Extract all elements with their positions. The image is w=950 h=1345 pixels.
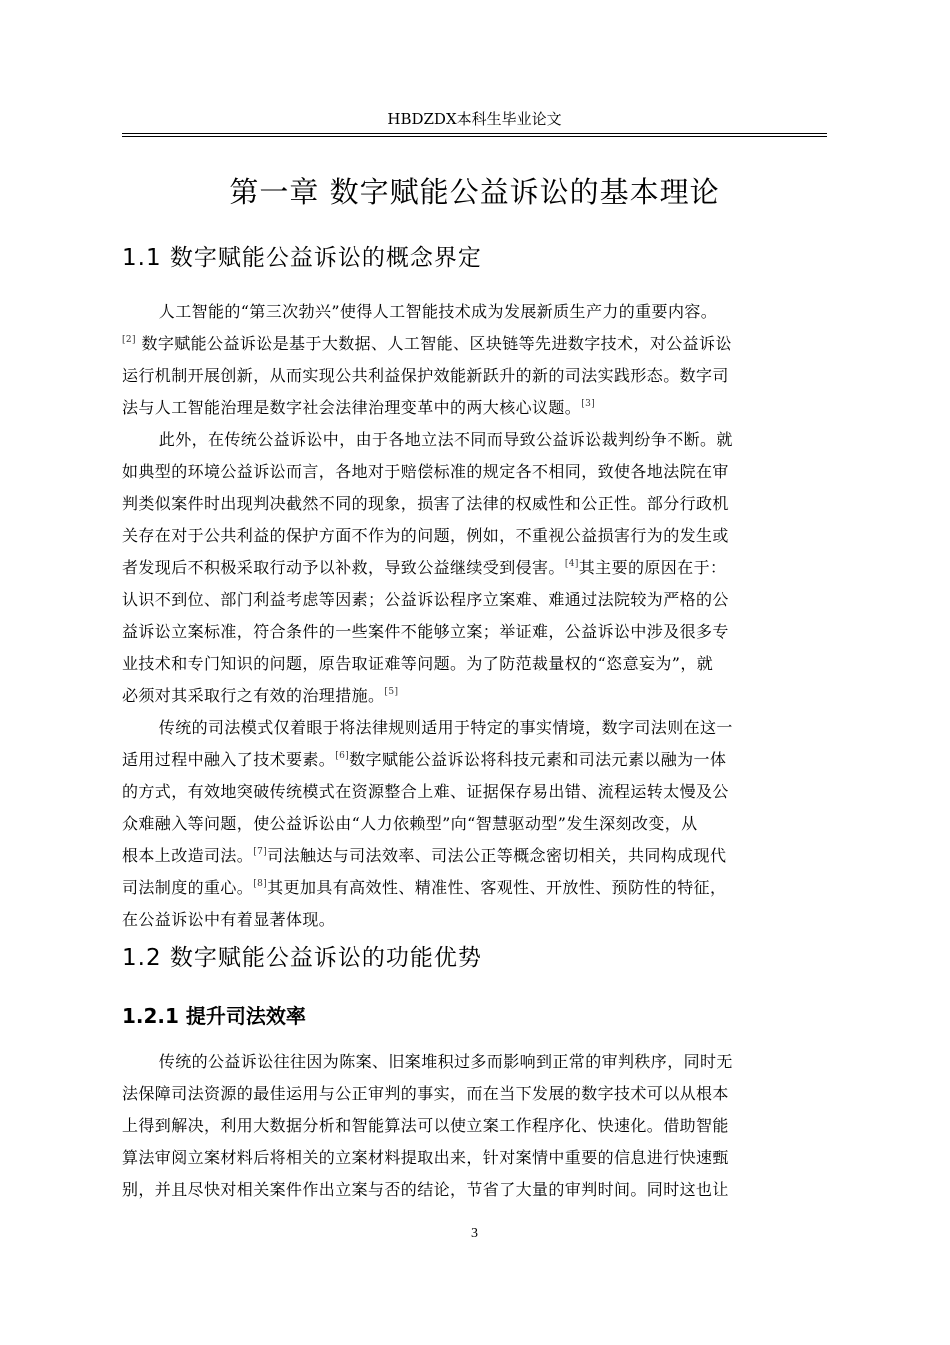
header-rule-thin (122, 136, 827, 137)
text-line (122, 840, 827, 872)
text-span: 判类似案件时出现判决截然不同的现象，损害了法律的权威性和公正性。部分行政机 (122, 494, 729, 513)
paragraph-2 (122, 424, 827, 712)
text-span: 传统的司法模式仅着眼于将法律规则适用于特定的事实情境，数字司法则在这一 (158, 718, 733, 737)
paragraph-1 (122, 296, 827, 424)
text-line (122, 296, 827, 328)
text-line (122, 1110, 827, 1142)
citation-ref[interactable]: [2] (122, 335, 136, 345)
text-line (122, 680, 827, 712)
text-span: 适用过程中融入了技术要素。 (122, 750, 336, 769)
text-span: 司法制度的重心。 (122, 878, 254, 897)
text-span: 关存在对于公共利益的保护方面不作为的问题，例如，不重视公益损害行为的发生或 (122, 526, 729, 545)
subsection-heading-1-2-1: 1.2.1 提升司法效率 (122, 1004, 306, 1028)
citation-ref[interactable]: [7] (253, 847, 268, 857)
citation-ref[interactable]: [8] (253, 879, 268, 889)
text-span: 法与人工智能治理是数字社会法律治理变革中的两大核心议题。 (122, 398, 582, 417)
header-rule (122, 133, 827, 134)
text-span: 的方式，有效地突破传统模式在资源整合上难、证据保存易出错、流程运转太慢及公 (122, 782, 729, 801)
text-span: 众难融入等问题，使公益诉讼由“人力依赖型”向“智慧驱动型”发生深刻改变，从 (122, 814, 698, 833)
text-span: 如典型的环境公益诉讼而言，各地对于赔偿标准的规定各不相同，致使各地法院在审 (122, 462, 729, 481)
text-span: 其更加具有高效性、精准性、客观性、开放性、预防性的特征， (267, 878, 727, 897)
text-line (122, 648, 827, 680)
text-span: 传统的公益诉讼往往因为陈案、旧案堆积过多而影响到正常的审判秩序，同时无 (158, 1052, 733, 1071)
page-number: 3 (471, 1226, 478, 1241)
text-line (122, 744, 827, 776)
text-span: 益诉讼立案标准，符合条件的一些案件不能够立案；举证难，公益诉讼中涉及很多专 (122, 622, 729, 641)
text-span: 数字赋能公益诉讼是基于大数据、人工智能、区块链等先进数字技术，对公益诉讼 (141, 334, 732, 353)
text-span: 必须对其采取行之有效的治理措施。 (122, 686, 385, 705)
text-span: 在公益诉讼中有着显著体现。 (122, 910, 336, 929)
text-span: 数字赋能公益诉讼将科技元素和司法元素以融为一体 (349, 750, 727, 769)
text-span: 别，并且尽快对相关案件作出立案与否的结论，节省了大量的审判时间。同时这也让 (122, 1180, 729, 1199)
text-line (122, 392, 827, 424)
paragraph-4 (122, 1046, 827, 1206)
text-span: 业技术和专门知识的问题，原告取证难等问题。为了防范裁量权的“恣意妄为”，就 (122, 654, 714, 673)
text-line (122, 776, 827, 808)
text-span: 其主要的原因在于： (578, 558, 727, 577)
text-line (122, 328, 827, 360)
text-span: 者发现后不积极采取行动予以补救，导致公益继续受到侵害。 (122, 558, 565, 577)
running-header: HBDZDX本科生毕业论文 (387, 110, 562, 128)
text-line (122, 872, 827, 904)
text-line (122, 552, 827, 584)
section-heading-1-1: 1.1 数字赋能公益诉讼的概念界定 (122, 245, 482, 271)
citation-ref[interactable]: [5] (384, 687, 399, 697)
text-line (122, 456, 827, 488)
text-span: 认识不到位、部门利益考虑等因素；公益诉讼程序立案难、难通过法院较为严格的公 (122, 590, 729, 609)
paragraph-3 (122, 712, 827, 936)
text-line (122, 808, 827, 840)
text-span: 上得到解决，利用大数据分析和智能算法可以使立案工作程序化、快速化。借助智能 (122, 1116, 729, 1135)
text-line (122, 1046, 827, 1078)
text-span: 算法审阅立案材料后将相关的立案材料提取出来，针对案情中重要的信息进行快速甄 (122, 1148, 729, 1167)
chapter-title: 第一章 数字赋能公益诉讼的基本理论 (229, 175, 720, 209)
text-span: 运行机制开展创新，从而实现公共利益保护效能新跃升的新的司法实践形态。数字司 (122, 366, 729, 385)
text-line (122, 1142, 827, 1174)
text-line (122, 904, 827, 936)
text-line (122, 1078, 827, 1110)
section-heading-1-2: 1.2 数字赋能公益诉讼的功能优势 (122, 945, 482, 971)
text-span: 司法触达与司法效率、司法公正等概念密切相关，共同构成现代 (267, 846, 727, 865)
text-line (122, 616, 827, 648)
text-line (122, 520, 827, 552)
text-line (122, 360, 827, 392)
citation-ref[interactable]: [3] (581, 399, 596, 409)
text-line (122, 584, 827, 616)
text-line (122, 1174, 827, 1206)
text-span: 法保障司法资源的最佳运用与公正审判的事实，而在当下发展的数字技术可以从根本 (122, 1084, 729, 1103)
text-span: 此外，在传统公益诉讼中，由于各地立法不同而导致公益诉讼裁判纷争不断。就 (158, 430, 733, 449)
text-span: 根本上改造司法。 (122, 846, 254, 865)
text-line (122, 712, 827, 744)
text-line (122, 488, 827, 520)
text-span: 人工智能的“第三次勃兴”使得人工智能技术成为发展新质生产力的重要内容。 (158, 302, 718, 321)
citation-ref[interactable]: [6] (335, 751, 350, 761)
text-line (122, 424, 827, 456)
citation-ref[interactable]: [4] (564, 559, 579, 569)
